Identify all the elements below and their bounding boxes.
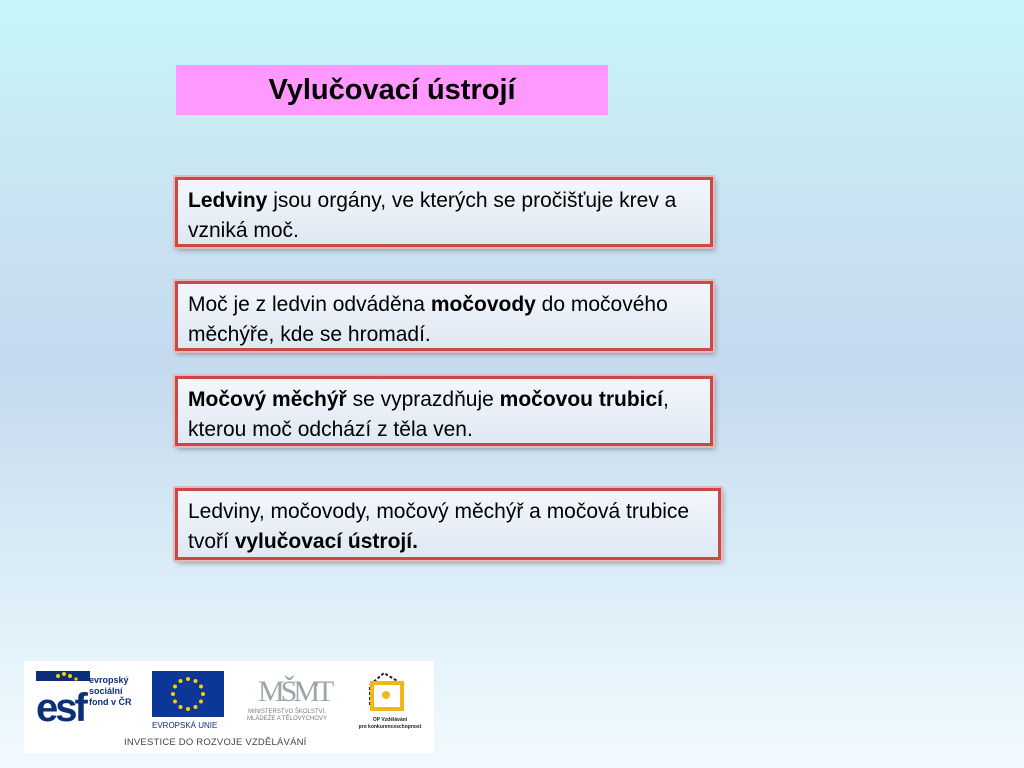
card-bold-text: močovody [430, 293, 536, 316]
msmt-caption [228, 709, 346, 723]
funding-logos-bar [24, 661, 434, 753]
msmt-logo-text: MŠMT [258, 675, 331, 708]
card-text: se vyprazdňuje [346, 388, 500, 411]
esf-logo-icon [36, 671, 90, 730]
info-card-summary [175, 488, 721, 560]
card-text: jsou orgány, ve kterých se pročišťuje krev a vzniká moč. [188, 189, 677, 242]
eu-label: EVROPSKÁ UNIE [152, 721, 218, 730]
op-caption-line: OP Vzdělávání [372, 717, 408, 723]
card-bold-text: Ledviny [188, 189, 268, 212]
card-text: Moč je z ledvin odváděna [188, 293, 431, 316]
eu-star-icon [179, 679, 183, 683]
info-card-ureters [175, 281, 713, 351]
eu-star-icon [201, 692, 205, 696]
eu-star-icon [173, 700, 177, 704]
investment-slogan: INVESTICE DO ROZVOJE VZDĚLÁVÁNÍ [124, 737, 307, 748]
eu-star-icon [173, 685, 177, 689]
eu-star-icon [194, 705, 198, 709]
op-caption-line: pro konkurenceschopnost [358, 724, 422, 730]
eu-star-icon [199, 685, 203, 689]
eu-flag-icon [152, 671, 224, 717]
card-bold-text: Močový měchýř [188, 388, 347, 411]
esf-caption-line: sociální [89, 686, 123, 696]
msmt-caption-line: MINISTERSTVO ŠKOLSTVÍ, [248, 709, 326, 715]
op-education-logo-icon [364, 669, 410, 715]
esf-caption-line: evropský [89, 675, 129, 685]
info-card-bladder [175, 376, 713, 446]
eu-star-icon [171, 692, 175, 696]
msmt-logo-icon [258, 671, 331, 708]
op-caption [350, 717, 430, 731]
eu-star-icon [186, 707, 190, 711]
eu-star-icon [199, 700, 203, 704]
card-bold-text: vylučovací ústrojí. [234, 530, 418, 553]
esf-logo-text: esf [36, 686, 85, 730]
eu-star-icon [179, 705, 183, 709]
eu-star-icon [186, 677, 190, 681]
slide-title [176, 65, 608, 115]
card-text: Ledviny, močovody, močový měchýř a močová trubice tvoří [188, 500, 690, 553]
esf-caption [89, 675, 132, 708]
esf-caption-line: fond v ČR [89, 697, 132, 707]
card-bold-text: močovou trubicí [499, 388, 664, 411]
card-text: do močového měchýře, kde se hromadí. [188, 293, 668, 346]
card-text: , kterou moč odchází z těla ven. [188, 388, 669, 441]
msmt-caption-line: MLÁDEŽE A TĚLOVÝCHOVY [247, 716, 327, 722]
slide-title-text: Vylučovací ústrojí [268, 73, 516, 106]
info-card-kidneys [175, 177, 713, 247]
eu-star-icon [194, 679, 198, 683]
